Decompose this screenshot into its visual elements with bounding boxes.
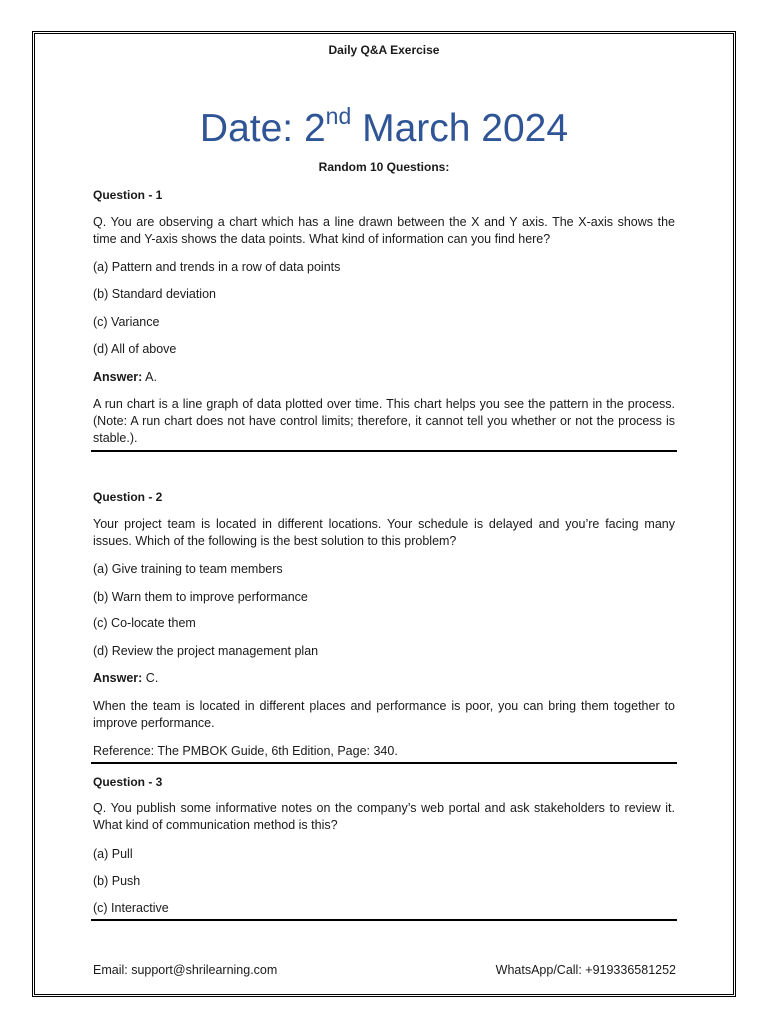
question-2-explanation: When the team is located in different places and performance is poor, you can bring them together to improve performance.: [93, 699, 675, 730]
question-2-reference: Reference: The PMBOK Guide, 6th Edition, Page: 340.: [93, 744, 398, 758]
divider: [91, 450, 677, 452]
question-2-option-c: (c) Co-locate them: [93, 616, 196, 630]
question-2-option-d: (d) Review the project management plan: [93, 644, 319, 658]
question-2-heading: Question - 2: [93, 490, 163, 504]
question-1-heading: Question - 1: [93, 188, 163, 202]
question-1-option-b: (b) Standard deviation: [93, 287, 216, 301]
answer-value: C.: [142, 671, 159, 685]
question-3-option-b: (b) Push: [93, 874, 141, 888]
question-1-explanation: A run chart is a line graph of data plotted over time. This chart helps you see the pattern in the process. (Note: A run chart does not have control limits; therefore, it cannot tell you whether or not the process is stable.).: [93, 397, 675, 445]
page-subtitle: Random 10 Questions:: [318, 160, 450, 174]
question-2-option-b: (b) Warn them to improve performance: [93, 590, 308, 604]
question-1-option-a: (a) Pattern and trends in a row of data points: [93, 260, 341, 274]
title-superscript: nd: [325, 103, 352, 129]
title-suffix: March 2024: [351, 107, 569, 150]
header-label: Daily Q&A Exercise: [328, 43, 440, 57]
question-3-option-c: (c) Interactive: [93, 901, 169, 915]
answer-label: Answer:: [93, 671, 143, 685]
question-1-option-c: (c) Variance: [93, 315, 160, 329]
question-1-option-d: (d) All of above: [93, 342, 177, 356]
page-title: [0, 103, 768, 155]
answer-value: A.: [142, 370, 157, 384]
question-1-answer: [93, 369, 675, 386]
question-2-answer: [93, 670, 675, 687]
footer-phone: WhatsApp/Call: +919336581252: [495, 963, 676, 977]
question-3-heading: Question - 3: [93, 775, 163, 789]
question-1-text: Q. You are observing a chart which has a line drawn between the X and Y axis. The X-axis shows the time and Y-axis shows the data points. What kind of information can you find here?: [93, 215, 675, 246]
divider: [91, 919, 677, 921]
divider: [91, 762, 677, 764]
question-2-option-a: (a) Give training to team members: [93, 562, 283, 576]
question-3-text: Q. You publish some informative notes on the company’s web portal and ask stakeholders to review it. What kind of communication method is this?: [93, 801, 675, 832]
footer-email: Email: support@shrilearning.com: [93, 963, 278, 977]
answer-label: Answer:: [93, 370, 143, 384]
question-2-text: Your project team is located in different locations. Your schedule is delayed and you’re facing many issues. Which of the following is the best solution to this problem?: [93, 517, 675, 548]
question-3-option-a: (a) Pull: [93, 847, 133, 861]
title-prefix: Date: 2: [199, 107, 326, 150]
